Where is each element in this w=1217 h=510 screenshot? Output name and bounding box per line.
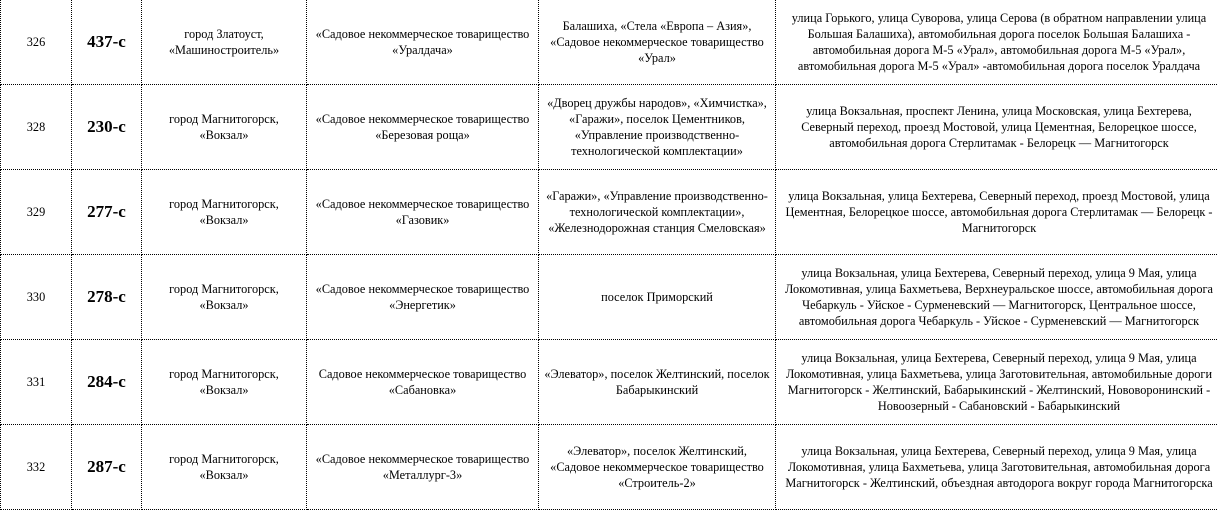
- route-number: 437-с: [72, 0, 142, 85]
- intermediate-stops: Балашиха, «Стела «Европа – Азия», «Садовое некоммерческое товарищество «Урал»: [539, 0, 776, 85]
- start-point: город Магнитогорск, «Вокзал»: [142, 85, 307, 170]
- start-point: город Златоуст, «Машиностроитель»: [142, 0, 307, 85]
- route-number: 287-с: [72, 425, 142, 510]
- route-number: 278-с: [72, 255, 142, 340]
- intermediate-stops: «Элеватор», поселок Желтинский, поселок Бабарыкинский: [539, 340, 776, 425]
- table-row: [1, 170, 1217, 255]
- route-number: 277-с: [72, 170, 142, 255]
- route-streets: улица Вокзальная, улица Бехтерева, Северный переход, улица 9 Мая, улица Локомотивная, улица Бахметьева, улица Заготовительная, автомобильные дороги Магнитогорск - Желтинский, Бабарыкинский - Желтинский, Нововоронинский - Новоозерный - Сабановский - Бабарыкинский: [776, 340, 1217, 425]
- row-number: 328: [1, 85, 72, 170]
- route-streets: улица Вокзальная, улица Бехтерева, Северный переход, улица 9 Мая, улица Локомотивная, улица Бахметьева, Верхнеуральское шоссе, автомобильная дорога Чебаркуль - Уйское - Сурменевский — Магнитогорск, Центральное шоссе, автомобильная дорога Чебаркуль - Уйское - Сурменевский — Магнитогорск: [776, 255, 1217, 340]
- route-streets: улица Вокзальная, проспект Ленина, улица Московская, улица Бехтерева, Северный переход, проезд Мостовой, улица Цементная, Белорецкое шоссе, автомобильная дорога Стерлитамак - Белорецк — Магнитогорск: [776, 85, 1217, 170]
- table-row: [1, 340, 1217, 425]
- table-row: [1, 85, 1217, 170]
- route-streets: улица Вокзальная, улица Бехтерева, Северный переход, улица 9 Мая, улица Локомотивная, улица Бахметьева, улица Заготовительная, автомобильная дорога Магнитогорск - Желтинский, объездная автодорога вокруг города Магнитогорска: [776, 425, 1217, 510]
- row-number: 332: [1, 425, 72, 510]
- table-row: [1, 255, 1217, 340]
- row-number: 326: [1, 0, 72, 85]
- route-streets: улица Горького, улица Суворова, улица Серова (в обратном направлении улица Большая Балашиха), автомобильная дорога поселок Большая Балашиха - автомобильная дорога М-5 «Урал», автомобильная дорога М-5 «Урал», автомобильная дорога М-5 «Урал» -автомобильная дорога поселок Уралдача: [776, 0, 1217, 85]
- start-point: город Магнитогорск, «Вокзал»: [142, 170, 307, 255]
- table-row: [1, 425, 1217, 510]
- route-number: 230-с: [72, 85, 142, 170]
- end-point: «Садовое некоммерческое товарищество «Уралдача»: [307, 0, 539, 85]
- end-point: «Садовое некоммерческое товарищество «Газовик»: [307, 170, 539, 255]
- intermediate-stops: «Дворец дружбы народов», «Химчистка», «Гаражи», поселок Цементников, «Управление производственно-технологической комплектации»: [539, 85, 776, 170]
- table-row: [1, 0, 1217, 85]
- route-number: 284-с: [72, 340, 142, 425]
- route-streets: улица Вокзальная, улица Бехтерева, Северный переход, проезд Мостовой, улица Цементная, Белорецкое шоссе, автомобильная дорога Стерлитамак — Белорецк - Магнитогорск: [776, 170, 1217, 255]
- intermediate-stops: «Гаражи», «Управление производственно-технологической комплектации», «Железнодорожная станция Смеловская»: [539, 170, 776, 255]
- intermediate-stops: «Элеватор», поселок Желтинский, «Садовое некоммерческое товарищество «Строитель-2»: [539, 425, 776, 510]
- intermediate-stops: поселок Приморский: [539, 255, 776, 340]
- end-point: Садовое некоммерческое товарищество «Сабановка»: [307, 340, 539, 425]
- row-number: 329: [1, 170, 72, 255]
- start-point: город Магнитогорск, «Вокзал»: [142, 425, 307, 510]
- start-point: город Магнитогорск, «Вокзал»: [142, 255, 307, 340]
- start-point: город Магнитогорск, «Вокзал»: [142, 340, 307, 425]
- row-number: 331: [1, 340, 72, 425]
- row-number: 330: [1, 255, 72, 340]
- end-point: «Садовое некоммерческое товарищество «Металлург-3»: [307, 425, 539, 510]
- end-point: «Садовое некоммерческое товарищество «Энергетик»: [307, 255, 539, 340]
- end-point: «Садовое некоммерческое товарищество «Березовая роща»: [307, 85, 539, 170]
